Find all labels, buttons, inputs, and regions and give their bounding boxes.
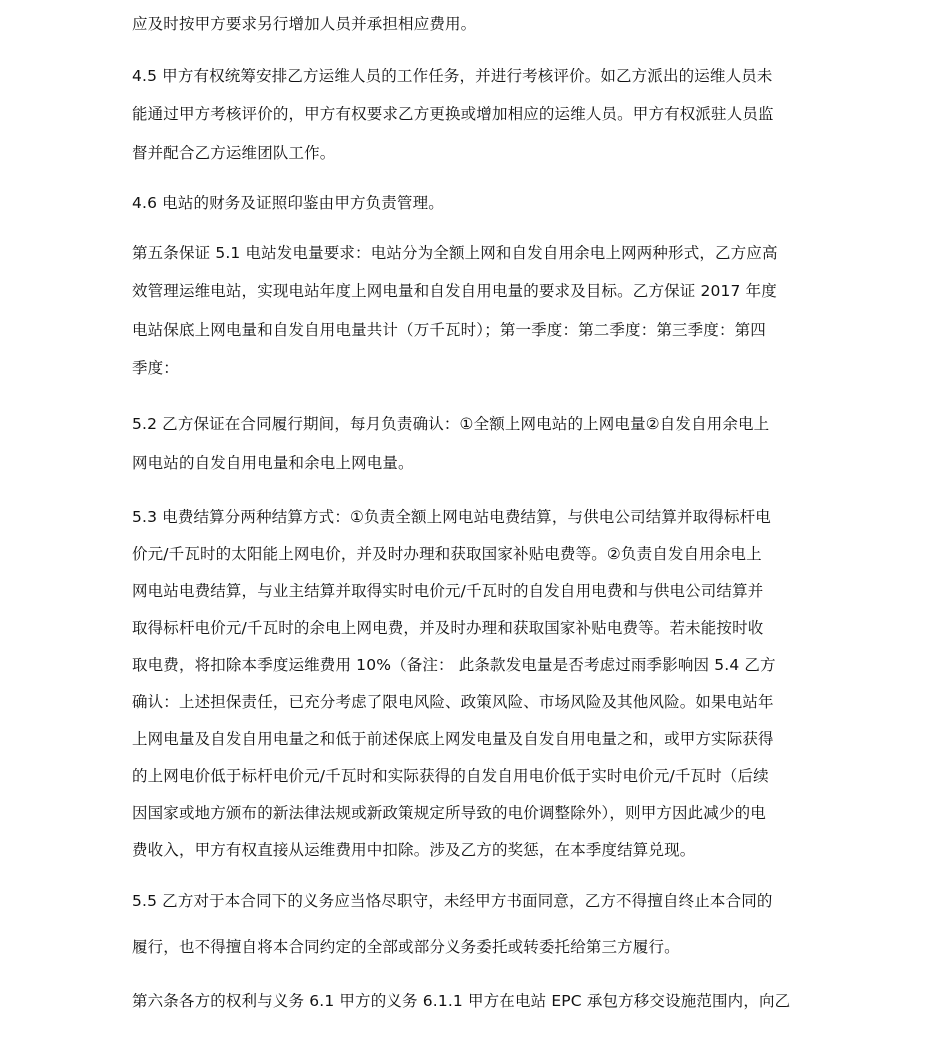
text-line: 第六条各方的权利与义务 6.1 甲方的义务 6.1.1 甲方在电站 EPC 承包方移交设施范围内，向乙: [132, 992, 791, 1010]
text-line: 的上网电价低于标杆电价元/千瓦时和实际获得的自发自用电价低于实时电价元/千瓦时（后续: [132, 767, 769, 785]
text-line: 履行，也不得擅自将本合同约定的全部或部分义务委托或转委托给第三方履行。: [132, 938, 680, 956]
text-line: 5.2 乙方保证在合同履行期间，每月负责确认：①全额上网电站的上网电量②自发自用余电上: [132, 415, 770, 433]
text-line: 上网电量及自发自用电量之和低于前述保底上网发电量及自发自用电量之和，或甲方实际获得: [132, 730, 774, 748]
text-line: 价元/千瓦时的太阳能上网电价，并及时办理和获取国家补贴电费等。②负责自发自用余电上: [132, 545, 762, 563]
text-line: 应及时按甲方要求另行增加人员并承担相应费用。: [132, 15, 477, 33]
text-line: 取电费，将扣除本季度运维费用 10%（备注： 此条款发电量是否考虑过雨季影响因 5.4 乙方: [132, 656, 776, 674]
text-line: 5.3 电费结算分两种结算方式：①负责全额上网电站电费结算，与供电公司结算并取得标杆电: [132, 508, 771, 526]
text-line: 能通过甲方考核评价的，甲方有权要求乙方更换或增加相应的运维人员。甲方有权派驻人员监: [132, 105, 774, 123]
text-line: 5.5 乙方对于本合同下的义务应当恪尽职守，未经甲方书面同意，乙方不得擅自终止本合同的: [132, 892, 773, 910]
text-line: 网电站的自发自用电量和余电上网电量。: [132, 454, 414, 472]
text-line: 第五条保证 5.1 电站发电量要求：电站分为全额上网和自发自用余电上网两种形式，乙方应高: [132, 244, 778, 262]
text-line: 取得标杆电价元/千瓦时的余电上网电费，并及时办理和获取国家补贴电费等。若未能按时收: [132, 619, 764, 637]
text-line: 4.6 电站的财务及证照印鉴由甲方负责管理。: [132, 194, 444, 212]
text-line: 确认：上述担保责任，已充分考虑了限电风险、政策风险、市场风险及其他风险。如果电站年: [132, 693, 774, 711]
text-line: 费收入，甲方有权直接从运维费用中扣除。涉及乙方的奖惩，在本季度结算兑现。: [132, 841, 696, 859]
text-line: 4.5 甲方有权统筹安排乙方运维人员的工作任务，并进行考核评价。如乙方派出的运维人员未: [132, 67, 773, 85]
text-line: 因国家或地方颁布的新法律法规或新政策规定所导致的电价调整除外），则甲方因此减少的电: [132, 804, 766, 822]
text-line: 网电站电费结算，与业主结算并取得实时电价元/千瓦时的自发自用电费和与供电公司结算并: [132, 582, 764, 600]
text-line: 电站保底上网电量和自发自用电量共计（万千瓦时）；第一季度：第二季度：第三季度：第四: [132, 321, 766, 339]
text-line: 季度：: [132, 359, 179, 377]
text-line: 效管理运维电站，实现电站年度上网电量和自发自用电量的要求及目标。乙方保证 2017 年度: [132, 282, 777, 300]
text-line: 督并配合乙方运维团队工作。: [132, 144, 336, 162]
